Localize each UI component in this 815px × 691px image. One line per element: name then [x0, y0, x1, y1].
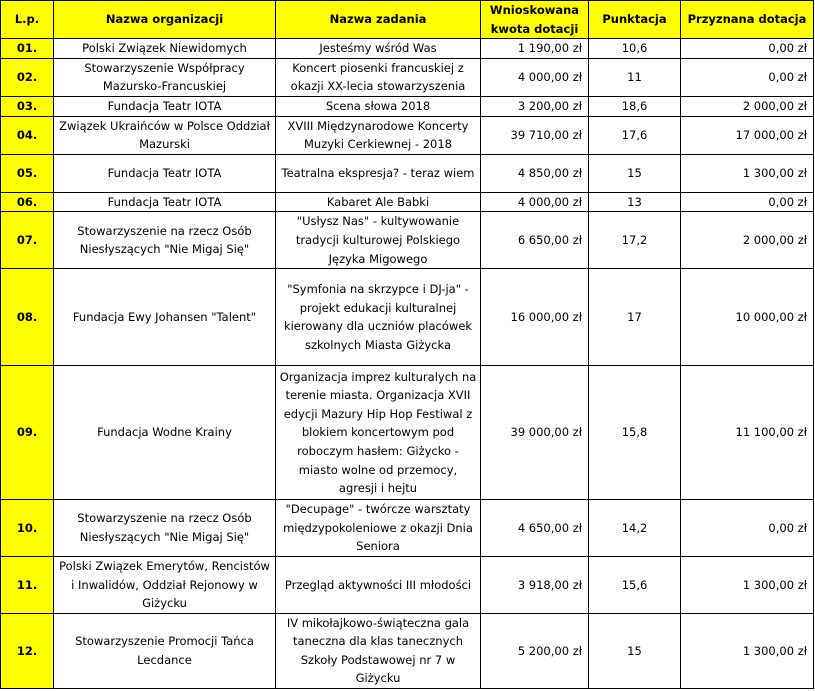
- cell-task: Organizacja imprez kulturalych na terenie miasta. Organizacja XVII edycji Mazury Hip Hop Festiwal z blokiem koncertowym pod roboczym hasłem: Giżycko - miasto wolne od przemocy, agresji i hejtu: [276, 366, 481, 500]
- cell-organization: Fundacja Wodne Krainy: [54, 366, 276, 500]
- cell-requested-amount: 4 000,00 zł: [481, 192, 589, 212]
- cell-requested-amount: 16 000,00 zł: [481, 269, 589, 366]
- cell-lp: 12.: [1, 613, 54, 688]
- cell-granted-amount: 17 000,00 zł: [681, 116, 814, 154]
- cell-lp: 03.: [1, 96, 54, 116]
- cell-task: Scena słowa 2018: [276, 96, 481, 116]
- header-requested-amount: Wnioskowana kwota dotacji: [481, 1, 589, 39]
- cell-score: 15,6: [589, 556, 681, 613]
- cell-score: 11: [589, 58, 681, 96]
- cell-lp: 10.: [1, 500, 54, 557]
- cell-granted-amount: 0,00 zł: [681, 500, 814, 557]
- cell-granted-amount: 11 100,00 zł: [681, 366, 814, 500]
- cell-granted-amount: 10 000,00 zł: [681, 269, 814, 366]
- cell-requested-amount: 39 000,00 zł: [481, 366, 589, 500]
- table-row: [1, 500, 814, 557]
- cell-organization: Fundacja Teatr IOTA: [54, 96, 276, 116]
- cell-granted-amount: 0,00 zł: [681, 39, 814, 59]
- table-row: [1, 269, 814, 366]
- cell-granted-amount: 1 300,00 zł: [681, 613, 814, 688]
- table-row: [1, 613, 814, 688]
- cell-organization: Stowarzyszenie Współpracy Mazursko-Francuskiej: [54, 58, 276, 96]
- table-row: [1, 58, 814, 96]
- cell-organization: Fundacja Ewy Johansen "Talent": [54, 269, 276, 366]
- cell-organization: Związek Ukraińców w Polsce Oddział Mazurski: [54, 116, 276, 154]
- table-row: [1, 116, 814, 154]
- cell-requested-amount: 1 190,00 zł: [481, 39, 589, 59]
- cell-task: Koncert piosenki francuskiej z okazji XX-lecia stowarzyszenia: [276, 58, 481, 96]
- cell-score: 17,6: [589, 116, 681, 154]
- cell-organization: Polski Związek Niewidomych: [54, 39, 276, 59]
- cell-score: 10,6: [589, 39, 681, 59]
- cell-requested-amount: 4 650,00 zł: [481, 500, 589, 557]
- header-task: Nazwa zadania: [276, 1, 481, 39]
- cell-lp: 01.: [1, 39, 54, 59]
- cell-lp: 08.: [1, 269, 54, 366]
- cell-requested-amount: 4 850,00 zł: [481, 154, 589, 192]
- cell-requested-amount: 5 200,00 zł: [481, 613, 589, 688]
- cell-granted-amount: 0,00 zł: [681, 192, 814, 212]
- cell-lp: 02.: [1, 58, 54, 96]
- table-row: [1, 366, 814, 500]
- cell-task: "Symfonia na skrzypce i DJ-ja" - projekt edukacji kulturalnej kierowany dla uczniów placówek szkolnych Miasta Giżycka: [276, 269, 481, 366]
- cell-granted-amount: 1 300,00 zł: [681, 556, 814, 613]
- cell-granted-amount: 0,00 zł: [681, 58, 814, 96]
- cell-requested-amount: 3 200,00 zł: [481, 96, 589, 116]
- cell-requested-amount: 6 650,00 zł: [481, 212, 589, 269]
- cell-score: 18,6: [589, 96, 681, 116]
- cell-task: Przegląd aktywności III młodości: [276, 556, 481, 613]
- cell-organization: Stowarzyszenie na rzecz Osób Niesłyszących "Nie Migaj Się": [54, 500, 276, 557]
- cell-task: "Decupage" - twórcze warsztaty międzypokoleniowe z okazji Dnia Seniora: [276, 500, 481, 557]
- cell-organization: Stowarzyszenie Promocji Tańca Lecdance: [54, 613, 276, 688]
- cell-organization: Fundacja Teatr IOTA: [54, 192, 276, 212]
- cell-task: Teatralna ekspresja? - teraz wiem: [276, 154, 481, 192]
- cell-task: "Usłysz Nas" - kultywowanie tradycji kulturowej Polskiego Języka Migowego: [276, 212, 481, 269]
- cell-lp: 05.: [1, 154, 54, 192]
- cell-score: 17: [589, 269, 681, 366]
- cell-requested-amount: 39 710,00 zł: [481, 116, 589, 154]
- cell-task: Kabaret Ale Babki: [276, 192, 481, 212]
- cell-score: 17,2: [589, 212, 681, 269]
- cell-score: 13: [589, 192, 681, 212]
- header-row: [1, 1, 814, 39]
- header-granted-amount: Przyznana dotacja: [681, 1, 814, 39]
- cell-score: 14,2: [589, 500, 681, 557]
- cell-score: 15: [589, 154, 681, 192]
- cell-score: 15: [589, 613, 681, 688]
- cell-granted-amount: 1 300,00 zł: [681, 154, 814, 192]
- cell-granted-amount: 2 000,00 zł: [681, 96, 814, 116]
- table-row: [1, 39, 814, 59]
- cell-score: 15,8: [589, 366, 681, 500]
- table-row: [1, 556, 814, 613]
- header-lp: L.p.: [1, 1, 54, 39]
- cell-requested-amount: 3 918,00 zł: [481, 556, 589, 613]
- cell-task: IV mikołajkowo-świąteczna gala taneczna dla klas tanecznych Szkoły Podstawowej nr 7 w Giżycku: [276, 613, 481, 688]
- cell-task: XVIII Międzynarodowe Koncerty Muzyki Cerkiewnej - 2018: [276, 116, 481, 154]
- cell-organization: Fundacja Teatr IOTA: [54, 154, 276, 192]
- cell-lp: 04.: [1, 116, 54, 154]
- cell-lp: 07.: [1, 212, 54, 269]
- header-organization: Nazwa organizacji: [54, 1, 276, 39]
- cell-organization: Stowarzyszenie na rzecz Osób Niesłyszących "Nie Migaj Się": [54, 212, 276, 269]
- table-row: [1, 154, 814, 192]
- cell-organization: Polski Związek Emerytów, Rencistów i Inwalidów, Oddział Rejonowy w Giżycku: [54, 556, 276, 613]
- table-row: [1, 96, 814, 116]
- table-row: [1, 192, 814, 212]
- cell-requested-amount: 4 000,00 zł: [481, 58, 589, 96]
- cell-task: Jesteśmy wśród Was: [276, 39, 481, 59]
- table-row: [1, 212, 814, 269]
- cell-granted-amount: 2 000,00 zł: [681, 212, 814, 269]
- cell-lp: 06.: [1, 192, 54, 212]
- cell-lp: 11.: [1, 556, 54, 613]
- cell-lp: 09.: [1, 366, 54, 500]
- header-score: Punktacja: [589, 1, 681, 39]
